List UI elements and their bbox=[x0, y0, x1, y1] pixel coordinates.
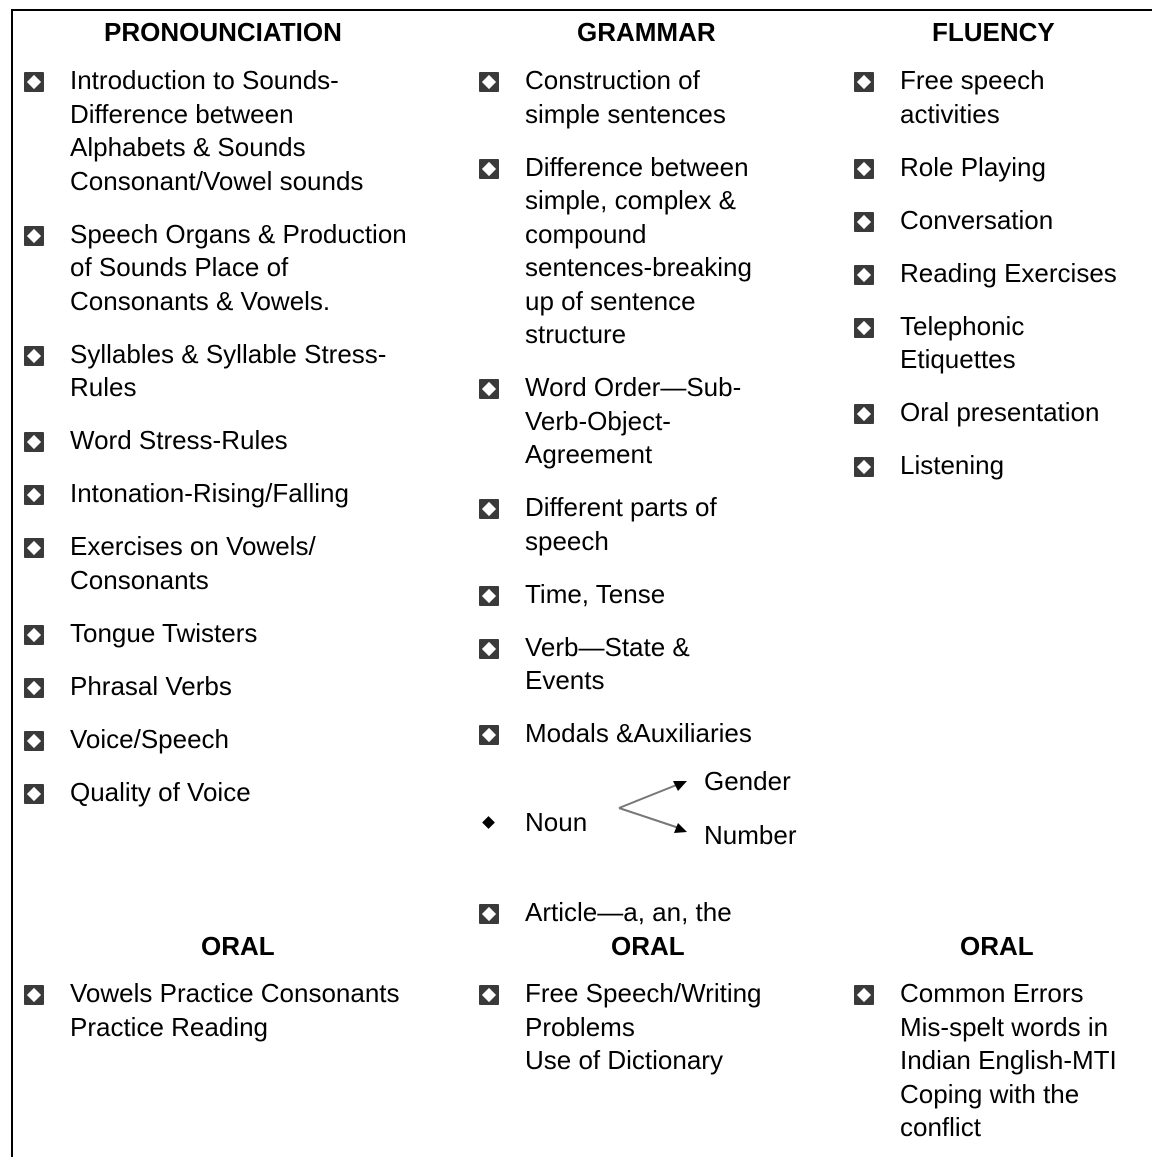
diamond-bullet-icon bbox=[479, 639, 499, 659]
list-item: Construction of simple sentences bbox=[479, 64, 752, 131]
list-item: Article—a, an, the bbox=[479, 896, 752, 930]
diamond-bullet-icon bbox=[854, 985, 874, 1005]
table-left-border bbox=[11, 9, 13, 1157]
diamond-bullet-icon bbox=[854, 318, 874, 338]
column-heading: FLUENCY bbox=[932, 17, 1055, 47]
diamond-bullet-icon bbox=[479, 586, 499, 606]
oral-heading: ORAL bbox=[201, 931, 275, 961]
oral-heading: ORAL bbox=[611, 931, 685, 961]
list-item: Conversation bbox=[854, 204, 1117, 238]
diamond-bullet-icon bbox=[479, 904, 499, 924]
list-item: Verb—State & Events bbox=[479, 631, 752, 698]
topic-list bbox=[24, 64, 407, 829]
diamond-bullet-icon bbox=[854, 72, 874, 92]
table-top-border bbox=[11, 9, 1152, 11]
noun-label: Noun bbox=[525, 807, 588, 837]
diamond-bullet-icon bbox=[24, 485, 44, 505]
diamond-bullet-icon bbox=[24, 678, 44, 698]
diamond-bullet-icon bbox=[854, 404, 874, 424]
small-diamond-bullet-icon bbox=[482, 816, 495, 829]
list-item: Oral presentation bbox=[854, 396, 1117, 430]
diamond-bullet-icon bbox=[24, 731, 44, 751]
noun-item bbox=[479, 766, 797, 876]
branch-arrows-icon bbox=[589, 778, 689, 838]
noun-branch-number: Number bbox=[704, 820, 797, 850]
diamond-bullet-icon bbox=[24, 432, 44, 452]
diamond-bullet-icon bbox=[854, 159, 874, 179]
diamond-bullet-icon bbox=[479, 159, 499, 179]
list-item: Common Errors Mis-spelt words in Indian English-MTI Coping with the conflict bbox=[854, 977, 1117, 1145]
noun-branch-gender: Gender bbox=[704, 766, 791, 796]
diamond-bullet-icon bbox=[479, 379, 499, 399]
oral-list bbox=[854, 977, 1117, 1164]
diamond-bullet-icon bbox=[854, 457, 874, 477]
list-item: Intonation-Rising/Falling bbox=[24, 477, 407, 511]
list-item: Introduction to Sounds- Difference between Alphabets & Sounds Consonant/Vowel sounds bbox=[24, 64, 407, 198]
list-item: Phrasal Verbs bbox=[24, 670, 407, 704]
list-item: Reading Exercises bbox=[854, 257, 1117, 291]
list-item: Word Order—Sub- Verb-Object- Agreement bbox=[479, 371, 752, 472]
diamond-bullet-icon bbox=[479, 499, 499, 519]
list-item: Different parts of speech bbox=[479, 491, 752, 558]
oral-list bbox=[24, 977, 400, 1064]
list-item: Modals &Auxiliaries bbox=[479, 717, 752, 751]
diamond-bullet-icon bbox=[24, 226, 44, 246]
diamond-bullet-icon bbox=[479, 72, 499, 92]
diamond-bullet-icon bbox=[24, 784, 44, 804]
diamond-bullet-icon bbox=[479, 985, 499, 1005]
list-item: Free Speech/Writing Problems Use of Dictionary bbox=[479, 977, 762, 1078]
topic-list bbox=[479, 64, 797, 949]
oral-heading: ORAL bbox=[960, 931, 1034, 961]
list-item: Telephonic Etiquettes bbox=[854, 310, 1117, 377]
diamond-bullet-icon bbox=[854, 265, 874, 285]
list-item: Syllables & Syllable Stress- Rules bbox=[24, 338, 407, 405]
list-item: Word Stress-Rules bbox=[24, 424, 407, 458]
column-heading: PRONOUNCIATION bbox=[104, 17, 342, 47]
list-item: Exercises on Vowels/ Consonants bbox=[24, 530, 407, 597]
topic-list bbox=[854, 64, 1117, 502]
list-item: Free speech activities bbox=[854, 64, 1117, 131]
oral-list bbox=[479, 977, 762, 1097]
list-item: Difference between simple, complex & compound sentences-breaking up of sentence structure bbox=[479, 151, 752, 352]
list-item: Time, Tense bbox=[479, 578, 752, 612]
list-item: Role Playing bbox=[854, 151, 1117, 185]
list-item: Quality of Voice bbox=[24, 776, 407, 810]
diamond-bullet-icon bbox=[479, 725, 499, 745]
diamond-bullet-icon bbox=[24, 538, 44, 558]
diamond-bullet-icon bbox=[24, 625, 44, 645]
list-item: Vowels Practice Consonants Practice Reading bbox=[24, 977, 400, 1044]
diamond-bullet-icon bbox=[854, 212, 874, 232]
list-item: Speech Organs & Production of Sounds Place of Consonants & Vowels. bbox=[24, 218, 407, 319]
list-item: Tongue Twisters bbox=[24, 617, 407, 651]
column-heading: GRAMMAR bbox=[577, 17, 716, 47]
diamond-bullet-icon bbox=[24, 985, 44, 1005]
diamond-bullet-icon bbox=[24, 72, 44, 92]
diamond-bullet-icon bbox=[24, 346, 44, 366]
list-item: Listening bbox=[854, 449, 1117, 483]
list-item: Voice/Speech bbox=[24, 723, 407, 757]
